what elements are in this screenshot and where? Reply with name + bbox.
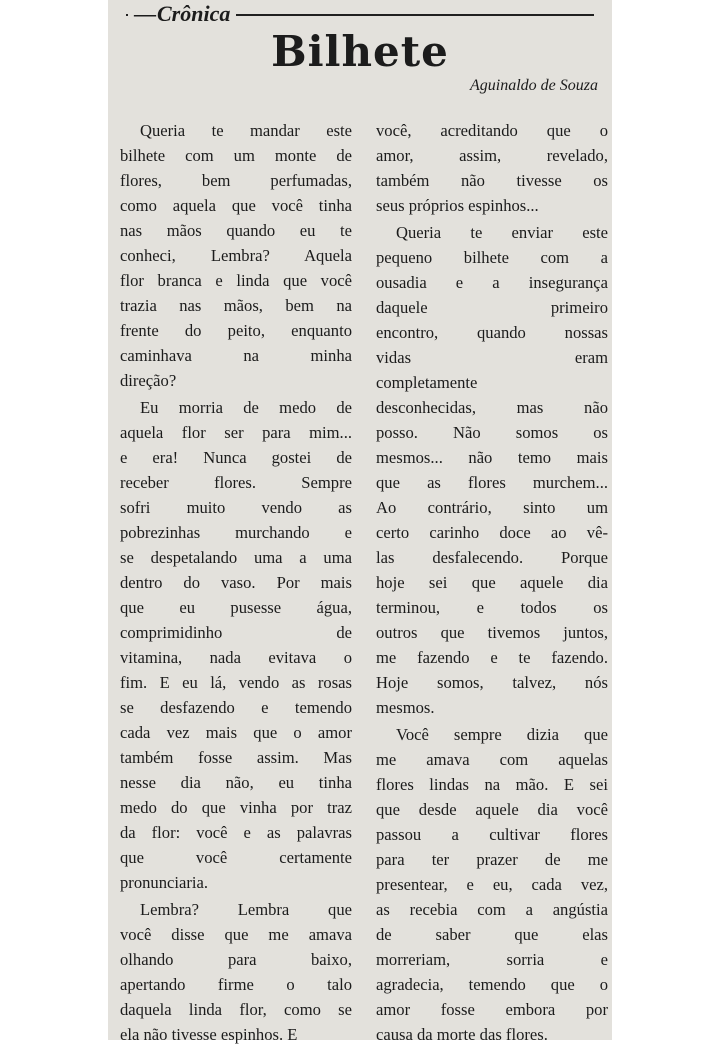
text-line: aquela flor ser para mim... — [120, 423, 352, 442]
text-line: também não tivesse os — [376, 171, 608, 190]
text-line: como aquela que você tinha — [120, 196, 352, 215]
text-line: agradecia, temendo que o — [376, 975, 608, 994]
text-line: cada vez mais que o amor — [120, 723, 352, 742]
text-line: Lembra? Lembra que — [140, 900, 352, 919]
text-line: completamente — [376, 373, 478, 392]
text-line: para ter prazer de me — [376, 850, 608, 869]
article-title: Bilhete — [271, 27, 449, 76]
text-line: passou a cultivar flores — [376, 825, 608, 844]
text-line: você disse que me amava — [120, 925, 352, 944]
text-line: me fazendo e te fazendo. — [376, 648, 608, 667]
text-line: mesmos. — [376, 698, 435, 717]
article-author: Aguinaldo de Souza — [470, 77, 598, 94]
text-line: apertando firme o talo — [120, 975, 352, 994]
text-line: pronunciaria. — [120, 873, 209, 892]
text-line: nesse dia não, eu tinha — [120, 773, 352, 792]
text-line: as recebia com a angústia — [376, 900, 608, 919]
text-line: caminhava na minha — [120, 346, 352, 365]
text-line: vidas eram — [376, 348, 608, 367]
text-line: flores, bem perfumadas, — [120, 171, 352, 190]
paragraph — [376, 722, 608, 1047]
text-line: hoje sei que aquele dia — [376, 573, 608, 592]
text-line: direção? — [120, 371, 177, 390]
text-line: Você sempre dizia que — [396, 725, 608, 744]
text-line: posso. Não somos os — [376, 423, 608, 442]
text-line: você, acreditando que o — [376, 121, 608, 140]
text-line: ela não tivesse espinhos. E — [120, 1025, 298, 1044]
text-line: vitamina, nada evitava o — [120, 648, 352, 667]
text-line: sofri muito vendo as — [120, 498, 352, 517]
text-line: mesmos... não temo mais — [376, 448, 608, 467]
newspaper-clipping — [108, 0, 612, 1044]
section-label: —Crônica — [128, 2, 236, 26]
text-line: medo do que vinha por traz — [120, 798, 352, 817]
text-line: amor, assim, revelado, — [376, 146, 608, 165]
text-line: me amava com aquelas — [376, 750, 608, 769]
text-line: de saber que elas — [376, 925, 608, 944]
text-line: bilhete com um monte de — [120, 146, 352, 165]
text-line: daquela linda flor, como se — [120, 1000, 352, 1019]
text-line: se desfazendo e temendo — [120, 698, 352, 717]
text-line: Queria te mandar este — [140, 121, 352, 140]
text-line: Hoje somos, talvez, nós — [376, 673, 608, 692]
paragraph — [120, 118, 352, 393]
text-line: que você certamente — [120, 848, 352, 867]
text-line: amor fosse embora por — [376, 1000, 608, 1019]
text-line: terminou, e todos os — [376, 598, 608, 617]
text-line: seus próprios espinhos... — [376, 196, 539, 215]
text-line: ousadia e a insegurança — [376, 273, 608, 292]
text-line: frente do peito, enquanto — [120, 321, 352, 340]
text-line: encontro, quando nossas — [376, 323, 608, 342]
text-line: da flor: você e as palavras — [120, 823, 352, 842]
text-line: conheci, Lembra? Aquela — [120, 246, 352, 265]
text-line: olhando para baixo, — [120, 950, 352, 969]
paragraph — [120, 897, 352, 1047]
text-line: las desfalecendo. Porque — [376, 548, 608, 567]
text-line: flores lindas na mão. E sei — [376, 775, 608, 794]
right-column — [376, 118, 608, 1049]
text-line: causa da morte das flores. — [376, 1025, 548, 1044]
text-line: Ao contrário, sinto um — [376, 498, 608, 517]
text-line: certo carinho doce ao vê- — [376, 523, 608, 542]
text-line: nas mãos quando eu te — [120, 221, 352, 240]
text-line: outros que tivemos juntos, — [376, 623, 608, 642]
left-column — [120, 118, 352, 1049]
text-line: Eu morria de medo de — [140, 398, 352, 417]
text-line: Queria te enviar este — [396, 223, 608, 242]
text-line: pequeno bilhete com a — [376, 248, 608, 267]
paragraph — [376, 118, 608, 218]
text-line: também fosse assim. Mas — [120, 748, 352, 767]
paragraph — [120, 395, 352, 895]
text-line: trazia nas mãos, bem na — [120, 296, 352, 315]
text-line: e era! Nunca gostei de — [120, 448, 352, 467]
paragraph — [376, 220, 608, 720]
text-line: desconhecidas, mas não — [376, 398, 608, 417]
text-line: comprimidinho de — [120, 623, 352, 642]
text-line: presentear, e eu, cada vez, — [376, 875, 608, 894]
text-line: flor branca e linda que você — [120, 271, 352, 290]
text-line: pobrezinhas murchando e — [120, 523, 352, 542]
text-line: morreriam, sorria e — [376, 950, 608, 969]
text-line: que eu pusesse água, — [120, 598, 352, 617]
text-line: receber flores. Sempre — [120, 473, 352, 492]
text-line: se despetalando uma a uma — [120, 548, 352, 567]
text-line: fim. E eu lá, vendo as rosas — [120, 673, 352, 692]
text-line: daquele primeiro — [376, 298, 608, 317]
text-line: que desde aquele dia você — [376, 800, 608, 819]
text-line: dentro do vaso. Por mais — [120, 573, 352, 592]
text-line: que as flores murchem... — [376, 473, 608, 492]
